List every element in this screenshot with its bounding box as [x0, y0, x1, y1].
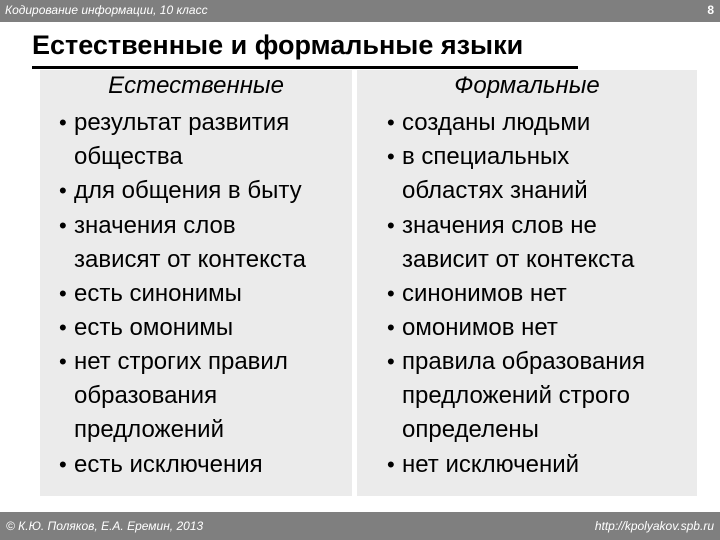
footer-author: © К.Ю. Поляков, Е.А. Еремин, 2013: [6, 519, 204, 533]
bullet-icon: •: [59, 212, 67, 238]
list-item-line: есть исключения: [74, 451, 263, 478]
bullet-icon: •: [387, 281, 395, 306]
list-item-line: зависят от контекста: [74, 245, 306, 273]
natural-list-item: [59, 311, 234, 345]
natural-list-item: [59, 174, 302, 208]
formal-list-item: [387, 311, 558, 345]
formal-list-item: [387, 345, 645, 447]
formal-languages-column: [357, 70, 697, 496]
list-item-line: предложений строго: [402, 382, 630, 410]
bullet-icon: •: [387, 452, 395, 477]
formal-list-item: [387, 140, 588, 208]
formal-list-item: [387, 277, 567, 311]
list-item-line: общества: [74, 143, 183, 170]
natural-list-item: [59, 106, 290, 174]
list-item-line: омонимов нет: [402, 314, 558, 342]
list-item-line: значения слов не: [402, 211, 597, 239]
list-item-line: значения слов: [74, 211, 236, 239]
list-item-line: определены: [402, 416, 539, 444]
bullet-icon: •: [59, 349, 67, 375]
natural-list-item: [59, 277, 242, 311]
page-number: 8: [707, 3, 714, 17]
natural-list-item: [59, 209, 306, 277]
bullet-icon: •: [387, 212, 395, 238]
footer-url[interactable]: http://kpolyakov.spb.ru: [594, 519, 714, 533]
list-item-line: областях знаний: [402, 177, 588, 205]
list-item-line: предложений: [74, 416, 224, 444]
title-underline: [32, 66, 578, 69]
natural-list-item: [59, 448, 263, 482]
list-item-line: созданы людьми: [402, 109, 591, 136]
list-item-line: нет исключений: [402, 451, 580, 478]
bullet-icon: •: [59, 281, 67, 306]
bullet-icon: •: [59, 110, 67, 135]
slide-title: Естественные и формальные языки: [32, 30, 524, 60]
natural-heading: Естественные: [108, 72, 284, 99]
list-item-line: образования: [74, 382, 218, 410]
natural-list-item: [59, 345, 288, 447]
list-item-line: зависит от контекста: [402, 245, 635, 273]
formal-heading: Формальные: [454, 72, 600, 99]
bullet-icon: •: [59, 315, 67, 341]
bullet-icon: •: [59, 452, 67, 477]
bullet-icon: •: [387, 349, 395, 375]
formal-list-item: [387, 106, 591, 140]
list-item-line: в специальных: [402, 143, 570, 171]
bullet-icon: •: [387, 315, 395, 341]
bullet-icon: •: [387, 110, 395, 135]
course-title: Кодирование информации, 10 класс: [5, 3, 208, 17]
list-item-line: нет строгих правил: [74, 348, 288, 376]
natural-languages-column: [40, 70, 352, 496]
list-item-line: синонимов нет: [402, 280, 567, 307]
list-item-line: есть омонимы: [74, 314, 234, 342]
formal-list-item: [387, 209, 635, 277]
list-item-line: для общения в быту: [74, 177, 302, 205]
bullet-icon: •: [387, 144, 395, 170]
formal-list-item: [387, 448, 580, 482]
list-item-line: есть синонимы: [74, 280, 242, 307]
bullet-icon: •: [59, 178, 67, 204]
header-bar: [0, 0, 720, 22]
list-item-line: правила образования: [402, 348, 645, 376]
list-item-line: результат развития: [74, 109, 290, 136]
